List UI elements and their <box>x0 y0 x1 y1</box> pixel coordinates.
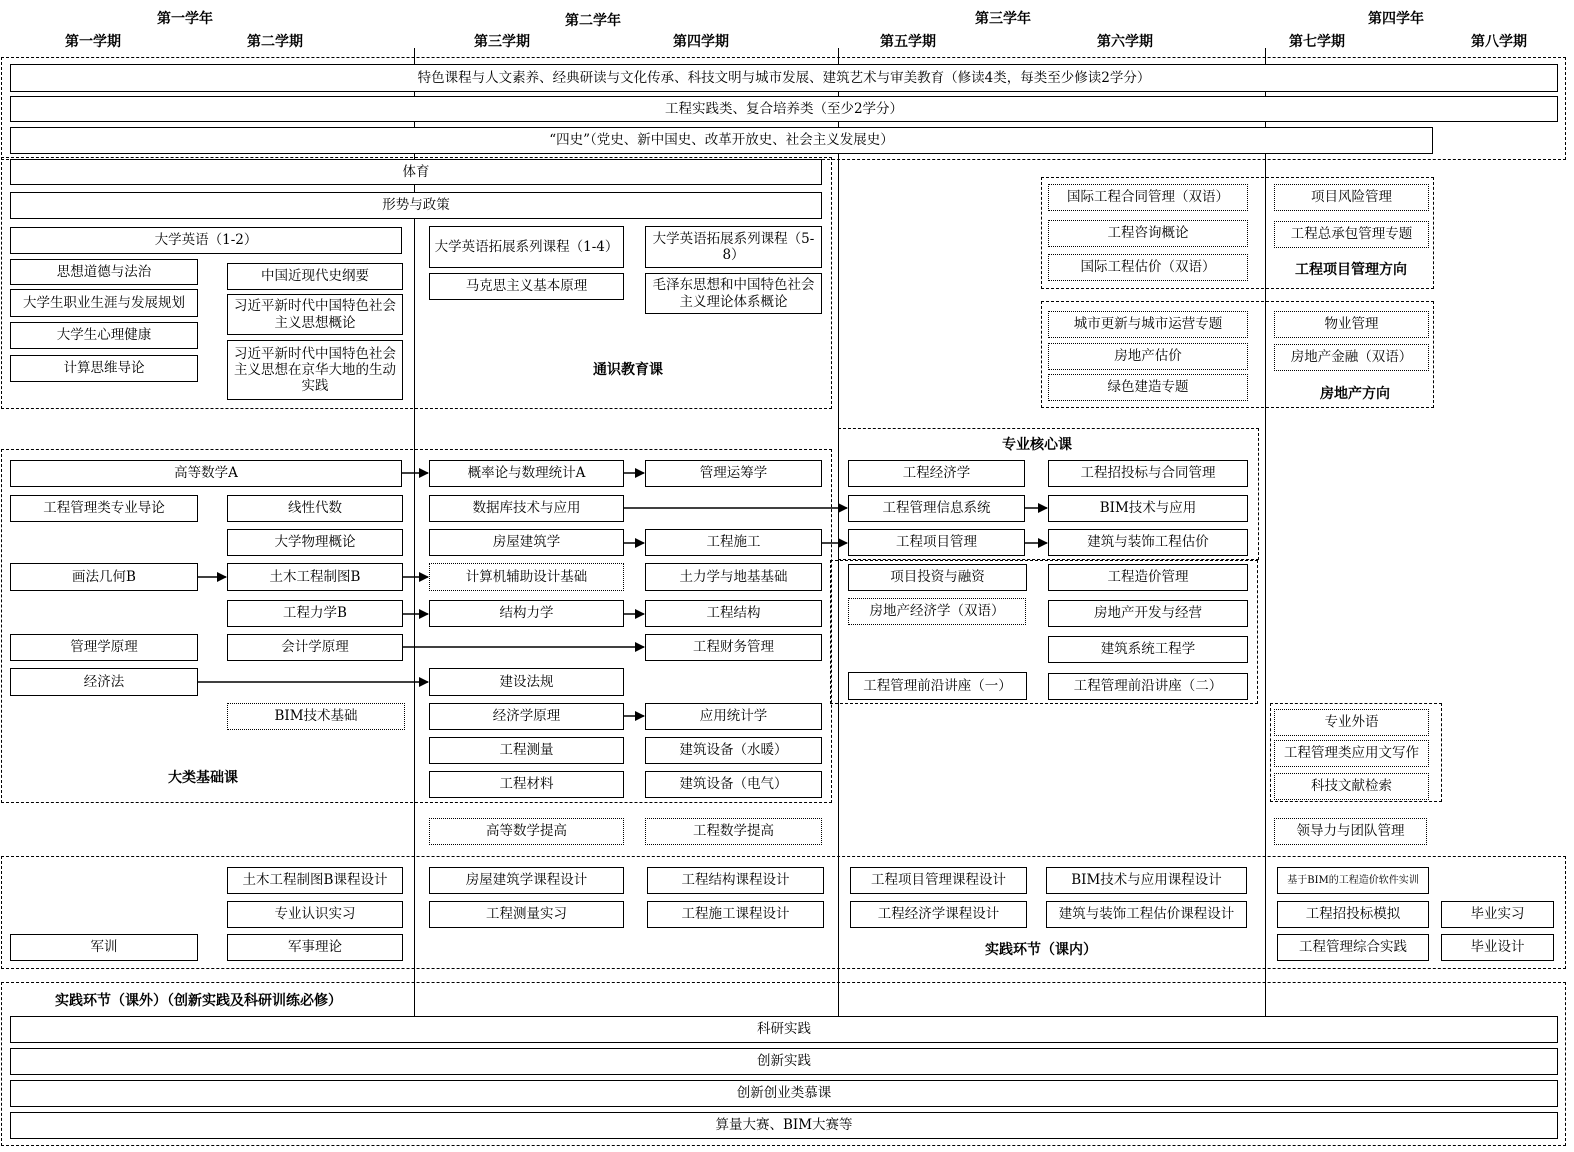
practice-survey: 工程测量实习 <box>429 901 624 928</box>
course-lecture-1: 工程管理前沿讲座（一） <box>848 672 1027 700</box>
practice-bim-design: BIM技术与应用课程设计 <box>1046 867 1247 894</box>
foundation-label: 大类基础课 <box>168 770 238 786</box>
course-systems: 建筑系统工程学 <box>1048 636 1248 663</box>
course-re-dev: 房地产开发与经营 <box>1048 600 1248 627</box>
term-3-header: 第三学期 <box>474 34 530 50</box>
course-operations: 管理运筹学 <box>645 460 822 487</box>
course-foreign: 专业外语 <box>1274 709 1429 736</box>
bar-research: 科研实践 <box>10 1016 1558 1043</box>
course-bidding: 工程招投标与合同管理 <box>1048 460 1248 487</box>
term-8-header: 第八学期 <box>1471 34 1527 50</box>
course-cad: 计算机辅助设计基础 <box>429 563 624 591</box>
term-6-header: 第六学期 <box>1097 34 1153 50</box>
general-education-label: 通识教育课 <box>593 362 663 378</box>
practice-thesis: 毕业设计 <box>1441 934 1554 961</box>
course-equip-water: 建筑设备（水暖） <box>645 737 822 764</box>
practice-in-label: 实践环节（课内） <box>985 942 1097 958</box>
year-2-header: 第二学年 <box>565 13 621 29</box>
practice-housing-design: 房屋建筑学课程设计 <box>429 867 624 894</box>
course-re-econ: 房地产经济学（双语） <box>848 598 1026 625</box>
course-english: 大学英语（1-2） <box>10 227 402 254</box>
term-4-header: 第四学期 <box>673 34 729 50</box>
course-leadership: 领导力与团队管理 <box>1274 818 1427 845</box>
course-descriptive: 画法几何B <box>10 563 198 591</box>
pe-bar: 体育 <box>10 159 822 185</box>
practice-bidding-sim: 工程招投标模拟 <box>1277 901 1429 928</box>
practice-out-label: 实践环节（课外）（创新实践及科研训练必修） <box>55 993 342 1009</box>
course-bim: BIM技术与应用 <box>1048 495 1248 522</box>
course-intl-contract: 国际工程合同管理（双语） <box>1048 184 1248 211</box>
course-consulting: 工程咨询概论 <box>1048 220 1248 247</box>
term-7-header: 第七学期 <box>1289 34 1345 50</box>
course-xi-beijing: 习近平新时代中国特色社会主义思想在京华大地的生动实践 <box>227 340 403 400</box>
term-2-header: 第二学期 <box>247 34 303 50</box>
course-housing: 房屋建筑学 <box>429 529 624 556</box>
course-finance: 工程财务管理 <box>645 634 822 661</box>
course-linear: 线性代数 <box>227 495 403 522</box>
course-materials: 工程材料 <box>429 771 624 798</box>
course-economics: 经济学原理 <box>429 703 624 730</box>
course-econ-law: 经济法 <box>10 668 198 696</box>
course-physics: 大学物理概论 <box>227 529 403 556</box>
pm-direction-label: 工程项目管理方向 <box>1295 262 1407 278</box>
course-lecture-2: 工程管理前沿讲座（二） <box>1048 673 1248 700</box>
course-civil-drawing: 土木工程制图B <box>227 563 403 591</box>
four-history-bar: “四史”（党史、新中国史、改革开放史、社会主义发展史） <box>10 127 1433 154</box>
bar-innovation: 创新实践 <box>10 1048 1558 1075</box>
practice-construction-design: 工程施工课程设计 <box>647 901 824 928</box>
course-bim-basic: BIM技术基础 <box>227 703 405 730</box>
course-re-finance: 房地产金融（双语） <box>1274 344 1429 371</box>
course-regulation: 建设法规 <box>429 668 624 696</box>
course-risk: 项目风险管理 <box>1274 184 1429 211</box>
practice-bim-software: 基于BIM的工程造价软件实训 <box>1277 867 1429 894</box>
practice-military-theory: 军事理论 <box>227 934 403 961</box>
culture-bar: 特色课程与人文素养、经典研读与文化传承、科技文明与城市发展、建筑艺术与审美教育（修读4类，每类至少修读2学分） <box>10 64 1558 92</box>
course-marxism: 马克思主义基本原理 <box>429 273 624 300</box>
practice-pm-design: 工程项目管理课程设计 <box>850 867 1027 894</box>
policy-bar: 形势与政策 <box>10 192 822 219</box>
practice-estimate-design: 建筑与装饰工程估价课程设计 <box>1046 901 1247 928</box>
practice-structure-design: 工程结构课程设计 <box>647 867 824 894</box>
course-computing: 计算思维导论 <box>10 355 198 382</box>
course-survey: 工程测量 <box>429 737 624 764</box>
practice-econ-design: 工程经济学课程设计 <box>850 901 1027 928</box>
course-equip-elec: 建筑设备（电气） <box>645 771 822 798</box>
bar-entrepreneurship: 创新创业类慕课 <box>10 1080 1558 1107</box>
course-re-appraisal: 房地产估价 <box>1048 343 1248 370</box>
course-property: 物业管理 <box>1274 311 1429 338</box>
term-5-header: 第五学期 <box>880 34 936 50</box>
course-pm: 工程项目管理 <box>848 529 1025 556</box>
practice-military: 军训 <box>10 934 198 961</box>
practice-cognition: 专业认识实习 <box>227 901 403 928</box>
year-3-header: 第三学年 <box>975 11 1031 27</box>
course-database: 数据库技术与应用 <box>429 495 624 522</box>
course-mgmt: 管理学原理 <box>10 634 198 661</box>
course-career: 大学生职业生涯与发展规划 <box>10 289 198 317</box>
course-intro: 工程管理类专业导论 <box>10 495 198 522</box>
course-english-ext-2: 大学英语拓展系列课程（5-8） <box>645 226 822 268</box>
course-english-ext-1: 大学英语拓展系列课程（1-4） <box>429 226 624 268</box>
year-4-header: 第四学年 <box>1368 11 1424 27</box>
practice-drawing-design: 土木工程制图B课程设计 <box>227 867 403 894</box>
course-epc: 工程总承包管理专题 <box>1274 221 1429 248</box>
course-math-up: 高等数学提高 <box>429 818 624 845</box>
course-writing: 工程管理类应用文写作 <box>1274 740 1429 767</box>
course-mao: 毛泽东思想和中国特色社会主义理论体系概论 <box>645 273 822 314</box>
course-xi-intro: 习近平新时代中国特色社会主义思想概论 <box>227 294 403 335</box>
course-math-a: 高等数学A <box>10 460 402 487</box>
bar-contests: 算量大赛、BIM大赛等 <box>10 1112 1558 1139</box>
course-probability: 概率论与数理统计A <box>429 460 624 487</box>
course-moral: 思想道德与法治 <box>10 259 198 285</box>
course-modern-history: 中国近现代史纲要 <box>227 263 403 290</box>
engineering-practice-bar: 工程实践类、复合培养类（至少2学分） <box>10 96 1558 122</box>
course-stats: 应用统计学 <box>645 703 822 730</box>
course-cost: 工程造价管理 <box>1048 564 1248 591</box>
course-eng-math-up: 工程数学提高 <box>645 818 822 845</box>
course-estimate: 建筑与装饰工程估价 <box>1048 529 1248 556</box>
practice-internship: 毕业实习 <box>1441 901 1554 928</box>
core-label: 专业核心课 <box>1002 437 1072 453</box>
course-psych: 大学生心理健康 <box>10 322 198 349</box>
term-1-header: 第一学期 <box>65 34 121 50</box>
course-construction: 工程施工 <box>645 529 822 556</box>
course-accounting: 会计学原理 <box>227 634 403 661</box>
course-invest: 项目投资与融资 <box>848 564 1027 591</box>
course-structural-mech: 结构力学 <box>429 600 624 627</box>
year-1-header: 第一学年 <box>157 11 213 27</box>
re-direction-label: 房地产方向 <box>1320 386 1390 402</box>
course-soil: 土力学与地基基础 <box>645 563 822 591</box>
course-intl-estimate: 国际工程估价（双语） <box>1048 254 1248 281</box>
course-mechanics: 工程力学B <box>227 600 403 627</box>
course-literature: 科技文献检索 <box>1274 773 1429 800</box>
course-urban-renewal: 城市更新与城市运营专题 <box>1048 311 1248 338</box>
course-structure: 工程结构 <box>645 600 822 627</box>
course-eng-econ: 工程经济学 <box>848 460 1025 487</box>
practice-integrated: 工程管理综合实践 <box>1277 934 1429 961</box>
course-mis: 工程管理信息系统 <box>848 495 1025 522</box>
course-green-build: 绿色建造专题 <box>1048 374 1248 401</box>
